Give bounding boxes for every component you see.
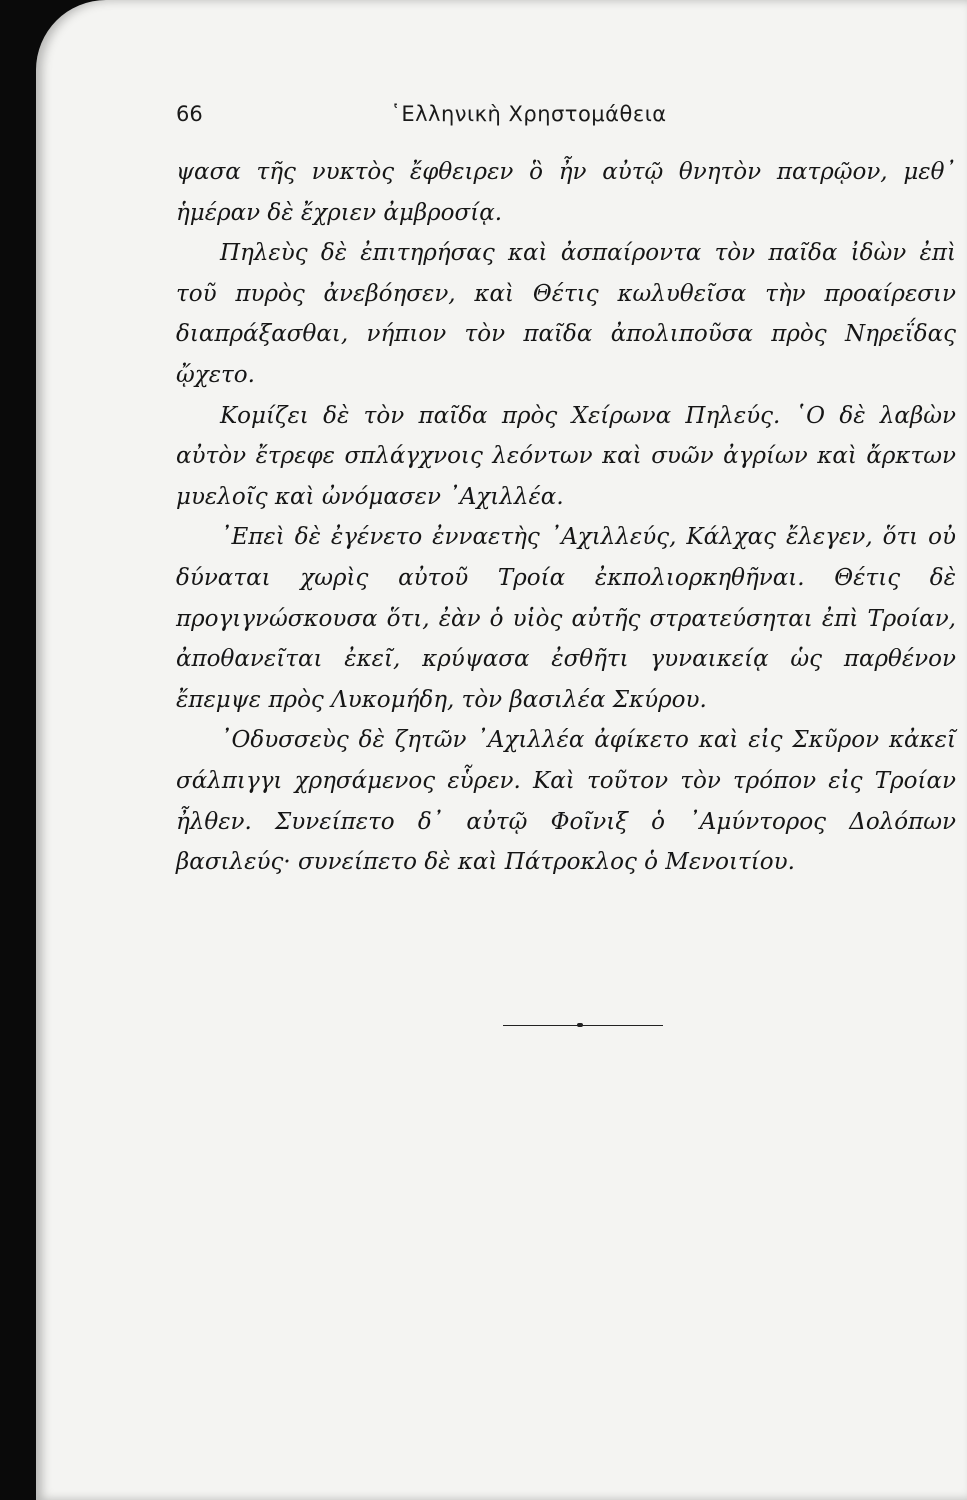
paragraph-odysseus: ᾿Οδυσσεὺς δὲ ζητῶν ᾿Αχιλλέα ἀφίκετο καὶ εἰς Σκῦρον κἀκεῖ σάλπιγγι χρησάμενος εὗρεν. Καὶ τοῦτον τὸν τρόπον εἰς Τροίαν ἦλθεν. Συνείπετο δ᾽ αὐτῷ Φοῖνιξ ὁ ᾿Αμύντορος Δολόπων βασιλεύς· συνείπετο δὲ καὶ Πάτροκλος ὁ Μενοιτίου. [176, 727, 956, 876]
page-number: 66 [176, 102, 203, 126]
section-end-ornament [577, 1023, 583, 1027]
running-title: ῾Ελληνικὴ Χρηστομάθεια [390, 102, 667, 126]
paragraph-continuation: ψασα τῆς νυκτὸς ἔφθειρεν ὃ ἦν αὐτῷ θνητὸν πατρῷον, μεθ᾽ ἡμέραν δὲ ἔχριεν ἀμβροσίᾳ. [176, 159, 956, 226]
book-page [36, 0, 967, 1500]
paragraph-peleus: Πηλεὺς δὲ ἐπιτηρήσας καὶ ἀσπαίροντα τὸν παῖδα ἰδὼν ἐπὶ τοῦ πυρὸς ἀνεβόησεν, καὶ Θέτις κωλυθεῖσα τὴν προαίρεσιν διαπράξασθαι, νήπιον τὸν παῖδα ἀπολιποῦσα πρὸς Νηρεΐδας ᾤχετο. [176, 240, 956, 388]
page-header [176, 98, 881, 134]
paragraph-calchas: ᾿Επεὶ δὲ ἐγένετο ἐνναετὴς ᾿Αχιλλεύς, Κάλχας ἔλεγεν, ὅτι οὐ δύναται χωρὶς αὐτοῦ Τροία ἐκπολιορκηθῆναι. Θέτις δὲ προγιγνώσκουσα ὅτι, ἐὰν ὁ υἱὸς αὐτῆς στρατεύσηται ἐπὶ Τροίαν, ἀποθανεῖται ἐκεῖ, κρύψασα ἐσθῆτι γυναικείᾳ ὡς παρθένον ἔπεμψε πρὸς Λυκομήδη, τὸν βασιλέα Σκύρου. [176, 524, 956, 713]
body-text [176, 152, 956, 883]
paragraph-chiron: Κομίζει δὲ τὸν παῖδα πρὸς Χείρωνα Πηλεύς. ῾Ο δὲ λαβὼν αὐτὸν ἔτρεφε σπλάγχνοις λεόντων καὶ συῶν ἀγρίων καὶ ἄρκτων μυελοῖς καὶ ὠνόμασεν ᾿Αχιλλέα. [176, 402, 956, 510]
section-end-rule [503, 1025, 663, 1026]
